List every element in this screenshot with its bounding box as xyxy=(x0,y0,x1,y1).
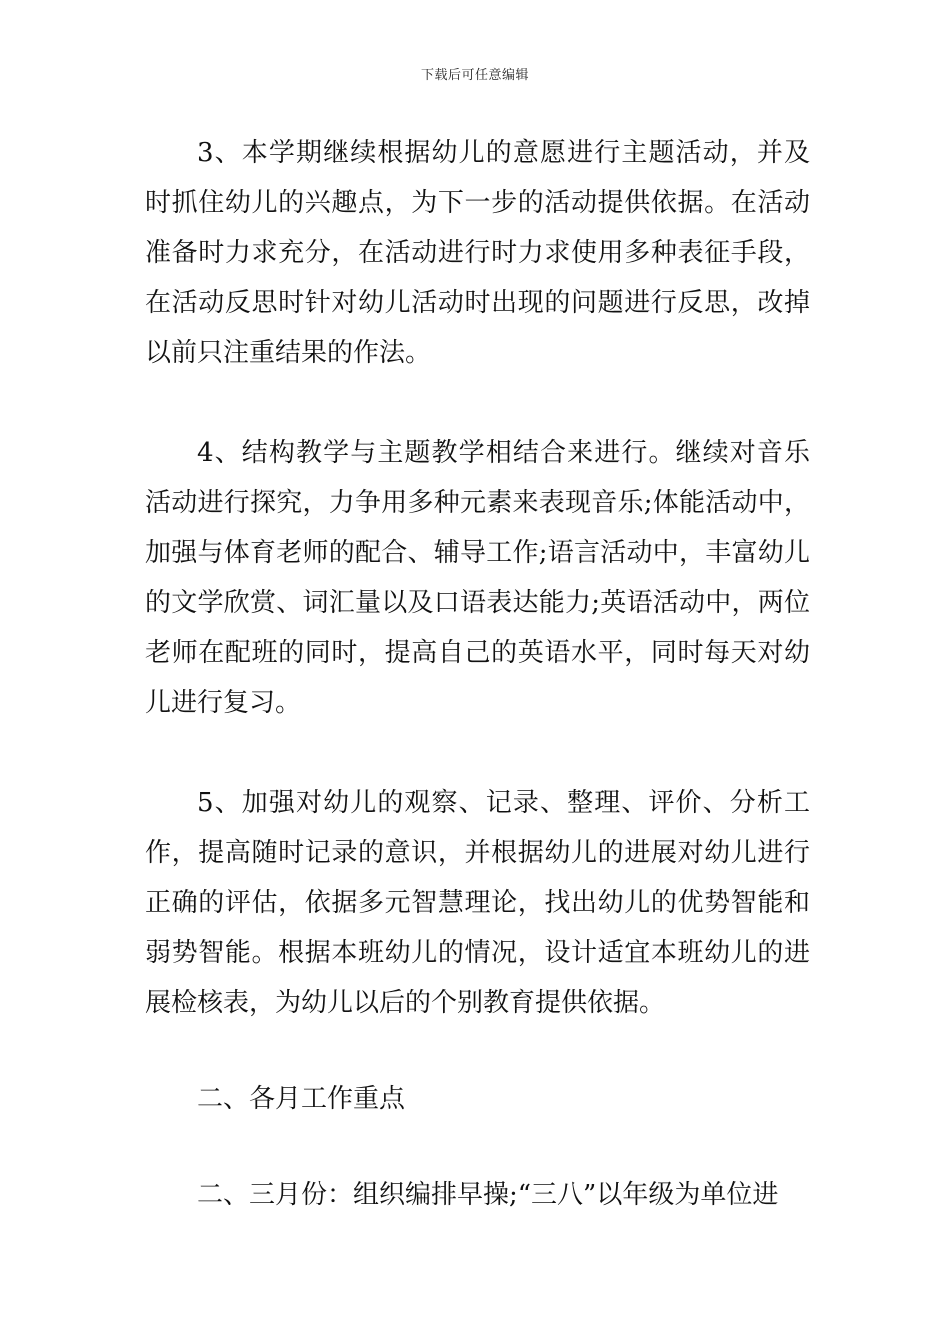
paragraph-month-plan: 二、三月份：组织编排早操;“三八”以年级为单位进 xyxy=(197,1180,779,1210)
page-header: 下载后可任意编辑 xyxy=(420,68,529,83)
paragraph-gap xyxy=(145,1124,810,1170)
document-body xyxy=(145,128,810,1220)
section-heading: 二、各月工作重点 xyxy=(197,1084,406,1114)
paragraph-gap xyxy=(145,728,810,778)
paragraph-gap xyxy=(145,1028,810,1074)
paragraph-item-4: 4、结构教学与主题教学相结合来进行。继续对音乐活动进行探究，力争用多种元素来表现音乐;体能活动中，加强与体育老师的配合、辅导工作;语言活动中，丰富幼儿的文学欣赏、词汇量以及口语表达能力;英语活动中，两位老师在配班的同时，提高自己的英语水平，同时每天对幼儿进行复习。 xyxy=(145,438,810,718)
paragraph-item-5: 5、加强对幼儿的观察、记录、整理、评价、分析工作，提高随时记录的意识，并根据幼儿的进展对幼儿进行正确的评估，依据多元智慧理论，找出幼儿的优势智能和弱势智能。根据本班幼儿的情况，设计适宜本班幼儿的进展检核表，为幼儿以后的个别教育提供依据。 xyxy=(145,788,810,1018)
paragraph-item-3: 3、本学期继续根据幼儿的意愿进行主题活动，并及时抓住幼儿的兴趣点，为下一步的活动提供依据。在活动准备时力求充分，在活动进行时力求使用多种表征手段，在活动反思时针对幼儿活动时出现的问题进行反思，改掉以前只注重结果的作法。 xyxy=(145,138,810,368)
paragraph-gap xyxy=(145,378,810,428)
